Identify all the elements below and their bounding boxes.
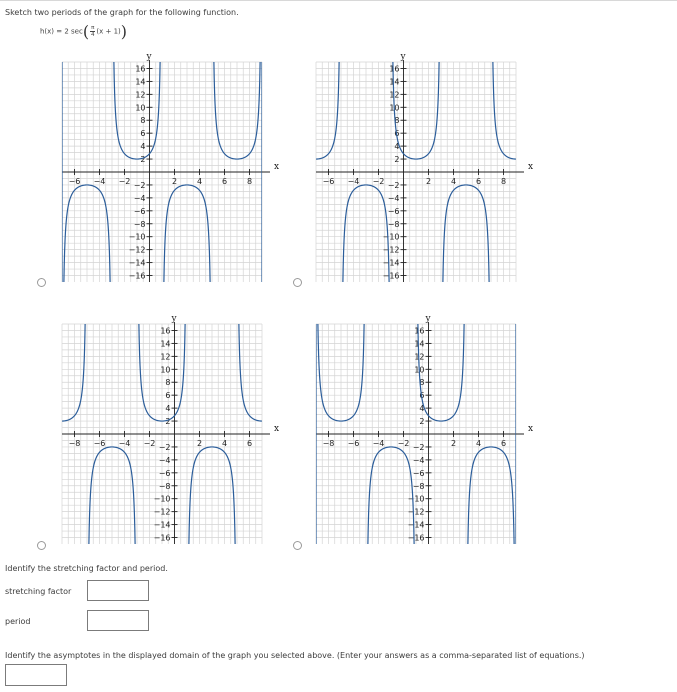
y-tick-label: −4 [158,455,171,465]
y-tick-label: 8 [165,378,171,388]
function-fraction: $\frac{\pi}{4}$ [91,25,95,38]
graph-c-plot [52,314,280,554]
y-tick-label: −12 [407,507,425,517]
x-tick-label: −4 [118,439,131,448]
x-tick-label: 2 [450,439,457,448]
x-tick-label: 4 [475,439,482,448]
radio-option-a[interactable] [37,278,46,287]
x-tick-label: 2 [171,177,178,186]
x-tick-label: −2 [143,439,156,448]
y-tick-label: −4 [412,455,425,465]
x-tick-label: −2 [372,177,385,186]
y-tick-label: −8 [133,219,146,229]
x-tick-label: 2 [425,177,432,186]
x-tick-label: −8 [68,439,81,448]
y-tick-label: 2 [394,155,400,165]
x-tick-label: 6 [500,439,507,448]
radio-option-b[interactable] [293,278,302,287]
y-tick-label: −6 [387,206,400,216]
x-tick-label: −4 [372,439,385,448]
y-tick-label: 10 [160,365,171,375]
y-tick-label: 8 [394,116,400,126]
x-tick-label: 4 [196,177,203,186]
y-tick-label: 6 [419,391,425,401]
stretching-factor-label: stretching factor [5,587,72,596]
function-expression: h(x) = 2 sec( $\frac{\pi}{4}$ (x + 1)) [40,22,128,41]
y-axis-label: y [171,314,177,324]
x-tick-label: −6 [347,439,360,448]
x-tick-label: 8 [246,177,253,186]
x-tick-label: −4 [93,177,106,186]
period-label: period [5,617,31,626]
y-tick-label: 12 [389,90,400,100]
x-tick-label: 6 [221,177,228,186]
graph-option-b [306,52,536,292]
y-tick-label: −14 [407,520,425,530]
x-axis-label: x [274,162,280,172]
y-tick-label: 12 [414,352,425,362]
y-tick-label: 14 [414,339,425,349]
y-axis-label: y [400,52,406,62]
question-instruction: Sketch two periods of the graph for the following function. [5,8,239,17]
y-tick-label: −6 [158,468,171,478]
y-tick-label: 2 [140,155,146,165]
x-tick-label: −4 [347,177,360,186]
x-tick-label: 6 [475,177,482,186]
y-tick-label: 2 [419,417,425,427]
y-tick-label: 4 [419,404,425,414]
y-tick-label: 10 [414,365,425,375]
y-tick-label: −8 [387,219,400,229]
y-tick-label: −14 [382,258,400,268]
y-tick-label: 14 [389,77,400,87]
y-tick-label: 16 [160,326,171,336]
x-tick-label: −6 [322,177,335,186]
graph-a-plot [52,52,280,292]
x-tick-label: 4 [221,439,228,448]
y-tick-label: −6 [133,206,146,216]
y-tick-label: 14 [135,77,146,87]
x-tick-label: 2 [196,439,203,448]
y-tick-label: −12 [382,245,400,255]
y-tick-label: −6 [412,468,425,478]
y-tick-label: 8 [419,378,425,388]
radio-option-d[interactable] [293,541,302,550]
graph-option-a [52,52,280,292]
function-lhs: h(x) = 2 sec [40,27,83,36]
y-axis-label: y [425,314,431,324]
period-input[interactable] [87,610,149,631]
x-axis-label: x [528,162,534,172]
x-tick-label: −6 [93,439,106,448]
x-tick-label: 8 [500,177,507,186]
y-tick-label: 10 [135,103,146,113]
y-tick-label: 4 [165,404,171,414]
y-tick-label: 14 [160,339,171,349]
y-tick-label: 16 [389,64,400,74]
stretching-factor-input[interactable] [87,580,149,601]
y-tick-label: 4 [140,142,146,152]
y-tick-label: −2 [387,180,400,190]
x-tick-label: −8 [322,439,335,448]
graph-d-plot [306,314,536,554]
graph-option-c [52,314,280,554]
y-tick-label: 8 [140,116,146,126]
y-tick-label: −14 [153,520,171,530]
y-tick-label: 6 [140,129,146,139]
y-tick-label: 16 [414,326,425,336]
y-tick-label: −2 [133,180,146,190]
radio-option-c[interactable] [37,541,46,550]
y-tick-label: −10 [407,494,425,504]
y-tick-label: −2 [412,442,425,452]
x-axis-label: x [274,424,280,434]
y-tick-label: 16 [135,64,146,74]
y-tick-label: −12 [128,245,146,255]
y-tick-label: −8 [158,481,171,491]
part2-prompt: Identify the stretching factor and period. [5,564,168,573]
top-divider [0,0,677,1]
x-tick-label: −6 [68,177,81,186]
x-axis-label: x [528,424,534,434]
y-tick-label: −10 [153,494,171,504]
y-tick-label: −14 [128,258,146,268]
y-tick-label: 12 [160,352,171,362]
x-tick-label: 6 [246,439,253,448]
y-tick-label: −4 [133,193,146,203]
y-tick-label: −10 [382,232,400,242]
asymptotes-input[interactable] [5,664,67,686]
function-inner: (x + 1) [96,27,121,36]
y-tick-label: 2 [165,417,171,427]
graph-b-plot [306,52,536,292]
y-tick-label: −2 [158,442,171,452]
y-tick-label: −16 [128,271,146,281]
x-tick-label: 4 [450,177,457,186]
y-tick-label: −8 [412,481,425,491]
y-tick-label: −16 [153,533,171,543]
y-tick-label: −16 [407,533,425,543]
y-tick-label: 12 [135,90,146,100]
y-tick-label: −10 [128,232,146,242]
y-tick-label: 10 [389,103,400,113]
x-tick-label: −2 [118,177,131,186]
y-tick-label: 4 [394,142,400,152]
y-tick-label: −16 [382,271,400,281]
y-axis-label: y [146,52,152,62]
x-tick-label: −2 [397,439,410,448]
y-tick-label: −4 [387,193,400,203]
y-tick-label: −12 [153,507,171,517]
y-tick-label: 6 [394,129,400,139]
graph-option-d [306,314,536,554]
part3-prompt: Identify the asymptotes in the displayed domain of the graph you selected above. (Enter your answers as a comma-separated list of equations.) [5,651,585,660]
y-tick-label: 6 [165,391,171,401]
